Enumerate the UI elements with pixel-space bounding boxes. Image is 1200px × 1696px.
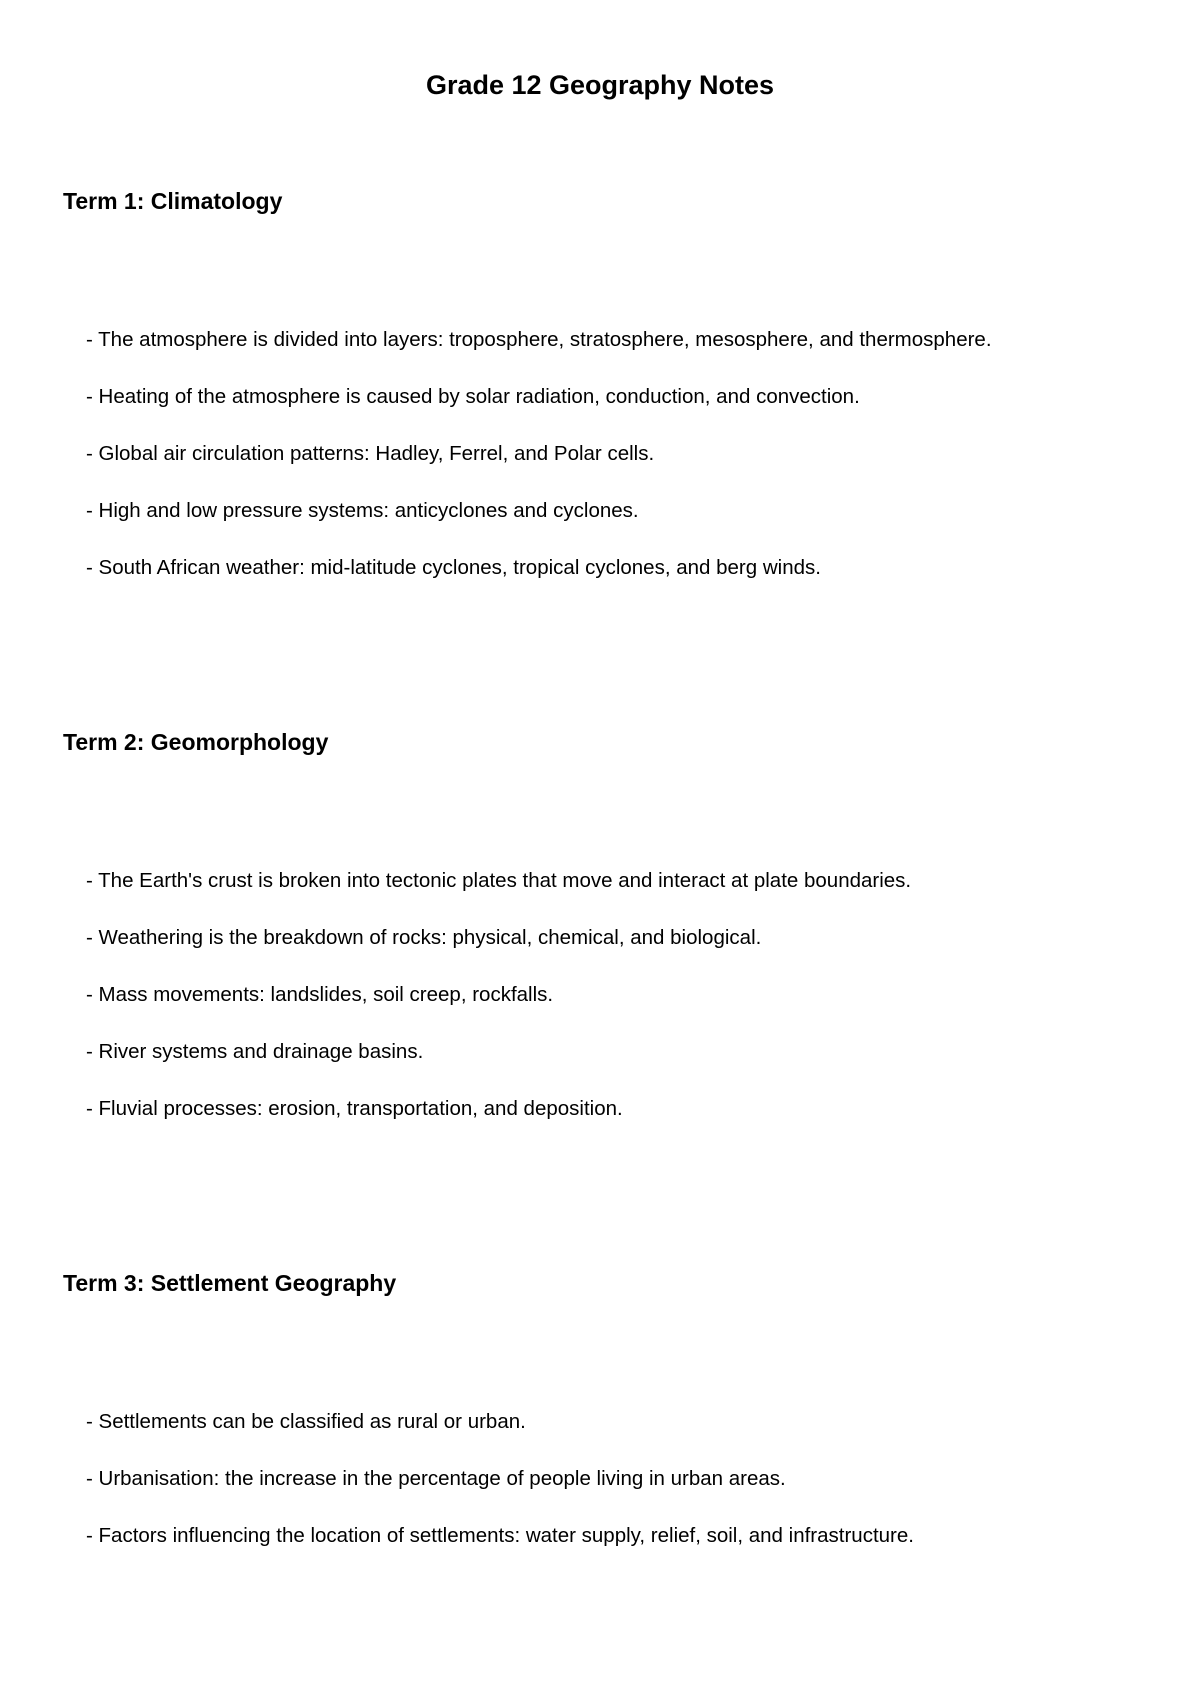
list-item: - South African weather: mid-latitude cyclones, tropical cyclones, and berg winds. (86, 556, 821, 579)
list-item: - Mass movements: landslides, soil creep, rockfalls. (86, 983, 554, 1006)
list-item: - High and low pressure systems: anticyclones and cyclones. (86, 499, 639, 522)
page-title: Grade 12 Geography Notes (425, 70, 775, 100)
list-item: - Urbanisation: the increase in the percentage of people living in urban areas. (86, 1467, 786, 1490)
list-item: - Global air circulation patterns: Hadley, Ferrel, and Polar cells. (86, 442, 655, 465)
section-heading-climatology: Term 1: Climatology (63, 188, 283, 214)
list-item: - River systems and drainage basins. (86, 1040, 424, 1063)
section-heading-settlement-geography: Term 3: Settlement Geography (63, 1270, 397, 1296)
list-item: - The Earth's crust is broken into tectonic plates that move and interact at plate boundaries. (86, 869, 912, 892)
list-item: - The atmosphere is divided into layers: troposphere, stratosphere, mesosphere, and thermosphere. (86, 328, 992, 351)
section-heading-geomorphology: Term 2: Geomorphology (63, 729, 329, 755)
list-item: - Factors influencing the location of settlements: water supply, relief, soil, and infrastructure. (86, 1524, 914, 1547)
list-item: - Heating of the atmosphere is caused by solar radiation, conduction, and convection. (86, 385, 860, 408)
list-item: - Fluvial processes: erosion, transportation, and deposition. (86, 1097, 623, 1120)
list-item: - Weathering is the breakdown of rocks: physical, chemical, and biological. (86, 926, 762, 949)
list-item: - Settlements can be classified as rural or urban. (86, 1410, 526, 1433)
